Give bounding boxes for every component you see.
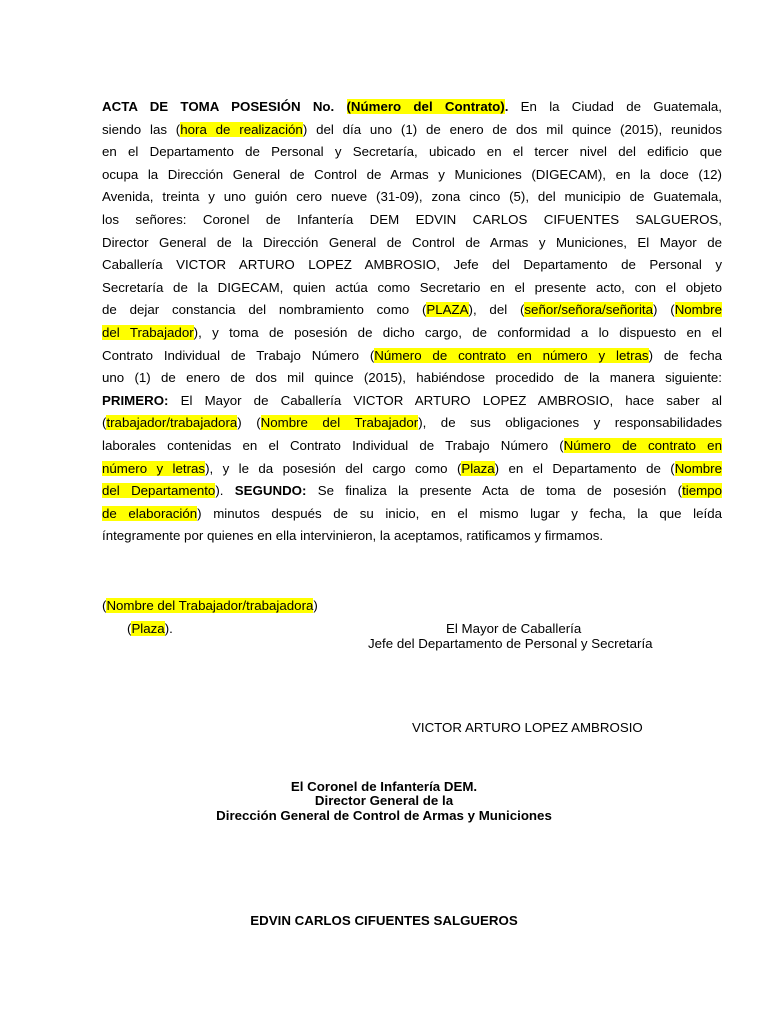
colonel-org: Dirección General de Control de Armas y Municiones	[216, 808, 552, 823]
text-segment: Caballería VICTOR ARTURO LOPEZ AMBROSIO, Jefe del Departamento de Personal y	[102, 257, 722, 273]
text-segment: )	[313, 598, 318, 613]
bold-text: ACTA DE TOMA POSESIÓN No.	[102, 99, 347, 114]
highlighted-placeholder: del Departamento	[102, 483, 216, 499]
text-segment: ) (	[653, 302, 675, 318]
paragraph-line	[102, 525, 722, 548]
paragraph-line	[102, 367, 722, 390]
paragraph-line	[102, 503, 722, 526]
highlighted-placeholder: Nombre	[674, 302, 722, 318]
paragraph-line	[102, 458, 722, 481]
text-segment: Se finaliza la presente Acta de toma de posesión (	[306, 483, 683, 499]
highlighted-placeholder: señor/señora/señorita	[524, 302, 654, 318]
paragraph-line	[102, 277, 722, 300]
major-title: El Mayor de Caballería	[446, 621, 582, 636]
text-segment: ), y toma de posesión de dicho cargo, de conformidad a lo dispuesto en el	[193, 325, 722, 340]
text-segment: ) en el Departamento de (	[494, 460, 675, 476]
highlighted-placeholder: trabajador/trabajadora	[106, 415, 238, 431]
text-segment: En la Ciudad de Guatemala,	[508, 99, 722, 114]
paragraph-line	[102, 390, 722, 413]
highlighted-placeholder: Plaza	[461, 460, 495, 476]
paragraph-line	[102, 96, 722, 119]
highlighted-placeholder: (Número del Contrato)	[346, 99, 505, 114]
highlighted-placeholder: PLAZA	[426, 302, 469, 318]
highlighted-placeholder: Nombre del Trabajador/trabajadora	[106, 598, 314, 613]
highlighted-placeholder: del Trabajador	[102, 325, 194, 340]
highlighted-placeholder: hora de realización	[180, 121, 303, 137]
highlighted-placeholder: Número de contrato en	[563, 438, 722, 453]
paragraph-line	[102, 209, 722, 232]
text-segment: El Mayor de Caballería VICTOR ARTURO LOPEZ AMBROSIO, hace saber al	[168, 392, 722, 408]
highlighted-placeholder: Nombre	[674, 460, 722, 476]
highlighted-placeholder: número y letras	[102, 460, 206, 476]
text-segment: (	[102, 415, 107, 431]
text-segment: ).	[164, 621, 173, 636]
paragraph-line	[102, 232, 722, 255]
bold-text: .	[504, 99, 509, 114]
colonel-role: Director General de la	[314, 793, 454, 808]
colonel-name: EDVIN CARLOS CIFUENTES SALGUEROS	[250, 913, 518, 928]
bold-text: SEGUNDO:	[234, 483, 307, 499]
text-segment: ), del (	[468, 302, 525, 318]
text-segment: ocupa la Dirección General de Control de Armas y Municiones (DIGECAM), en la doce (12)	[102, 166, 722, 182]
text-segment: uno (1) de enero de dos mil quince (2015), habiéndose procedido de la manera siguiente:	[102, 370, 722, 386]
paragraph-line	[102, 254, 722, 277]
text-segment: (	[102, 598, 107, 613]
paragraph-line	[102, 299, 722, 322]
major-role: Jefe del Departamento de Personal y Secretaría	[368, 636, 653, 651]
text-segment: ) de fecha	[648, 347, 723, 363]
text-segment: los señores: Coronel de Infantería DEM EDVIN CARLOS CIFUENTES SALGUEROS,	[102, 212, 722, 227]
paragraph-line	[102, 480, 722, 503]
highlighted-placeholder: de elaboración	[102, 505, 198, 521]
text-segment: Avenida, treinta y uno guión cero nueve (31-09), zona cinco (5), del municipio de Guatemala,	[102, 189, 722, 205]
colonel-title: El Coronel de Infantería DEM.	[290, 779, 478, 794]
paragraph-line	[102, 186, 722, 209]
text-segment: ) (	[237, 415, 261, 431]
text-segment: Director General de la Dirección General de Control de Armas y Municiones, El Mayor de	[102, 234, 722, 250]
highlighted-placeholder: tiempo	[682, 483, 722, 499]
paragraph-line	[102, 164, 722, 187]
highlighted-placeholder: Nombre del Trabajador	[260, 415, 419, 431]
paragraph-line	[102, 119, 722, 142]
text-segment: siendo las (	[102, 121, 181, 137]
major-name: VICTOR ARTURO LOPEZ AMBROSIO	[412, 720, 643, 735]
worker-name	[102, 596, 318, 616]
paragraph-line	[102, 435, 722, 458]
bold-text: PRIMERO:	[102, 392, 169, 408]
paragraph-line	[102, 322, 722, 345]
text-segment: íntegramente por quienes en ella intervinieron, la aceptamos, ratificamos y firmamos.	[102, 528, 604, 544]
text-segment: en el Departamento de Personal y Secretaría, ubicado en el tercer nivel del edificio que	[102, 144, 722, 160]
paragraph-line	[102, 141, 722, 164]
text-segment: de dejar constancia del nombramiento como (	[102, 302, 427, 318]
text-segment: Contrato Individual de Trabajo Número (	[102, 347, 375, 363]
text-segment: ) minutos después de su inicio, en el mismo lugar y fecha, la que leída	[197, 505, 722, 521]
text-segment: laborales contenidas en el Contrato Individual de Trabajo Número (	[102, 438, 564, 453]
text-segment: ), de sus obligaciones y responsabilidades	[418, 415, 722, 431]
text-segment: (	[127, 621, 132, 636]
highlighted-placeholder: Número de contrato en número y letras	[374, 347, 649, 363]
paragraph-line	[102, 412, 722, 435]
text-segment: Secretaría de la DIGECAM, quien actúa como Secretario en el presente acto, con el objeto	[102, 279, 722, 295]
paragraph-line	[102, 345, 722, 368]
highlighted-placeholder: Plaza	[131, 621, 165, 636]
text-segment: ).	[215, 483, 235, 499]
text-segment: ) del día uno (1) de enero de dos mil quince (2015), reunidos	[302, 121, 722, 137]
worker-post	[127, 619, 173, 639]
text-segment: ), y le da posesión del cargo como (	[205, 460, 462, 476]
